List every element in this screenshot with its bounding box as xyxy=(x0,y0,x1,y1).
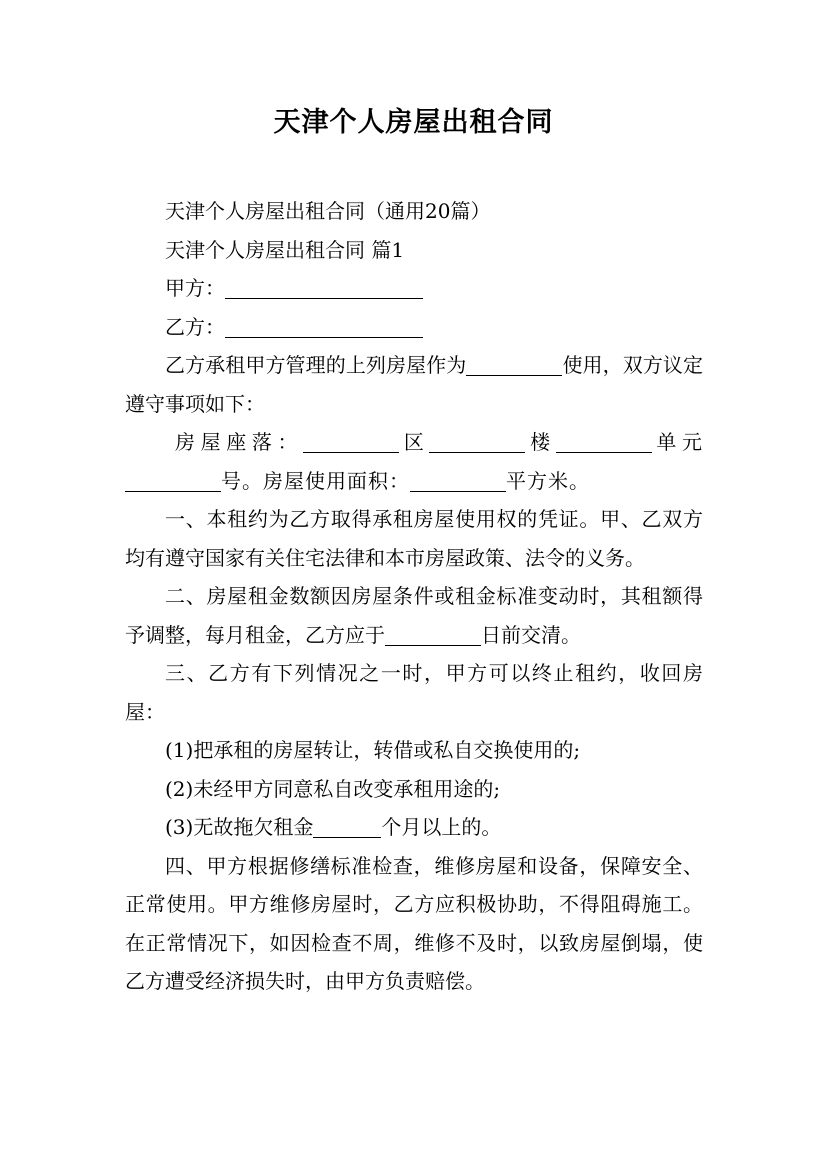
district-blank xyxy=(303,431,399,453)
building-blank xyxy=(429,431,525,453)
contract-collection-title: 天津个人房屋出租合同（通用20篇） xyxy=(165,199,491,223)
party-b-blank xyxy=(225,316,423,338)
area-unit: 平方米。 xyxy=(506,468,590,493)
party-a-label: 甲方： xyxy=(165,276,225,300)
document-title: 天津个人房屋出租合同 xyxy=(273,107,554,138)
area-label: 号。房屋使用面积： xyxy=(221,468,410,493)
payment-day-blank xyxy=(385,624,481,646)
usage-text-end: 使用，双方议定遵守事项如下： xyxy=(125,353,704,416)
clause-4: 四、甲方根据修缮标准检查，维修房屋和设备，保障安全、正常使用。甲方维修房屋时，乙方应积极协助，不得阻碍施工。在正常情况下，如因检查不周，维修不及时，以致房屋倒塌，使乙方遭受经济损失时，由甲方负责赔偿。 xyxy=(125,853,703,993)
usage-paragraph xyxy=(125,346,703,423)
clause-3: 三、乙方有下列情况之一时，甲方可以终止租约，收回房屋： xyxy=(125,661,703,724)
number-blank xyxy=(125,470,221,492)
clause-2 xyxy=(125,577,703,654)
clause-3-item-2: (2)未经甲方同意私自改变承租用途的; xyxy=(165,776,501,801)
clause-3-item-1: (1)把承租的房屋转让，转借或私自交换使用的; xyxy=(165,738,581,762)
district-label: 区 xyxy=(399,430,430,454)
clause-2-text: 二、房屋租金数额因房屋条件或租金标准变动时，其租额得予调整，每月租金，乙方应于 xyxy=(125,584,703,647)
party-a-blank xyxy=(225,277,423,299)
months-blank xyxy=(313,816,381,838)
clause-3-item-3 xyxy=(125,808,703,847)
clause-1: 一、本租约为乙方取得承租房屋使用权的凭证。甲、乙双方均有遵守国家有关住宅法律和本市房屋政策、法令的义务。 xyxy=(125,507,703,570)
party-b-label: 乙方： xyxy=(165,314,225,339)
party-b-line xyxy=(125,308,703,347)
contract-section-heading: 天津个人房屋出租合同 篇1 xyxy=(165,237,405,262)
building-label: 楼 xyxy=(525,430,556,454)
area-blank xyxy=(410,470,506,492)
clause-3-item-3-end: 个月以上的。 xyxy=(381,815,502,839)
usage-text-start: 乙方承租甲方管理的上列房屋作为 xyxy=(165,353,467,377)
party-a-line xyxy=(125,269,703,308)
clause-2-end: 日前交清。 xyxy=(481,622,581,647)
location-label: 房屋座落： xyxy=(175,430,304,454)
unit-label: 单元 xyxy=(651,430,704,454)
document-body xyxy=(125,192,703,1001)
usage-blank xyxy=(466,354,562,376)
location-paragraph xyxy=(125,423,703,500)
unit-blank xyxy=(556,431,652,453)
clause-3-item-3-text: (3)无故拖欠租金 xyxy=(165,815,314,839)
